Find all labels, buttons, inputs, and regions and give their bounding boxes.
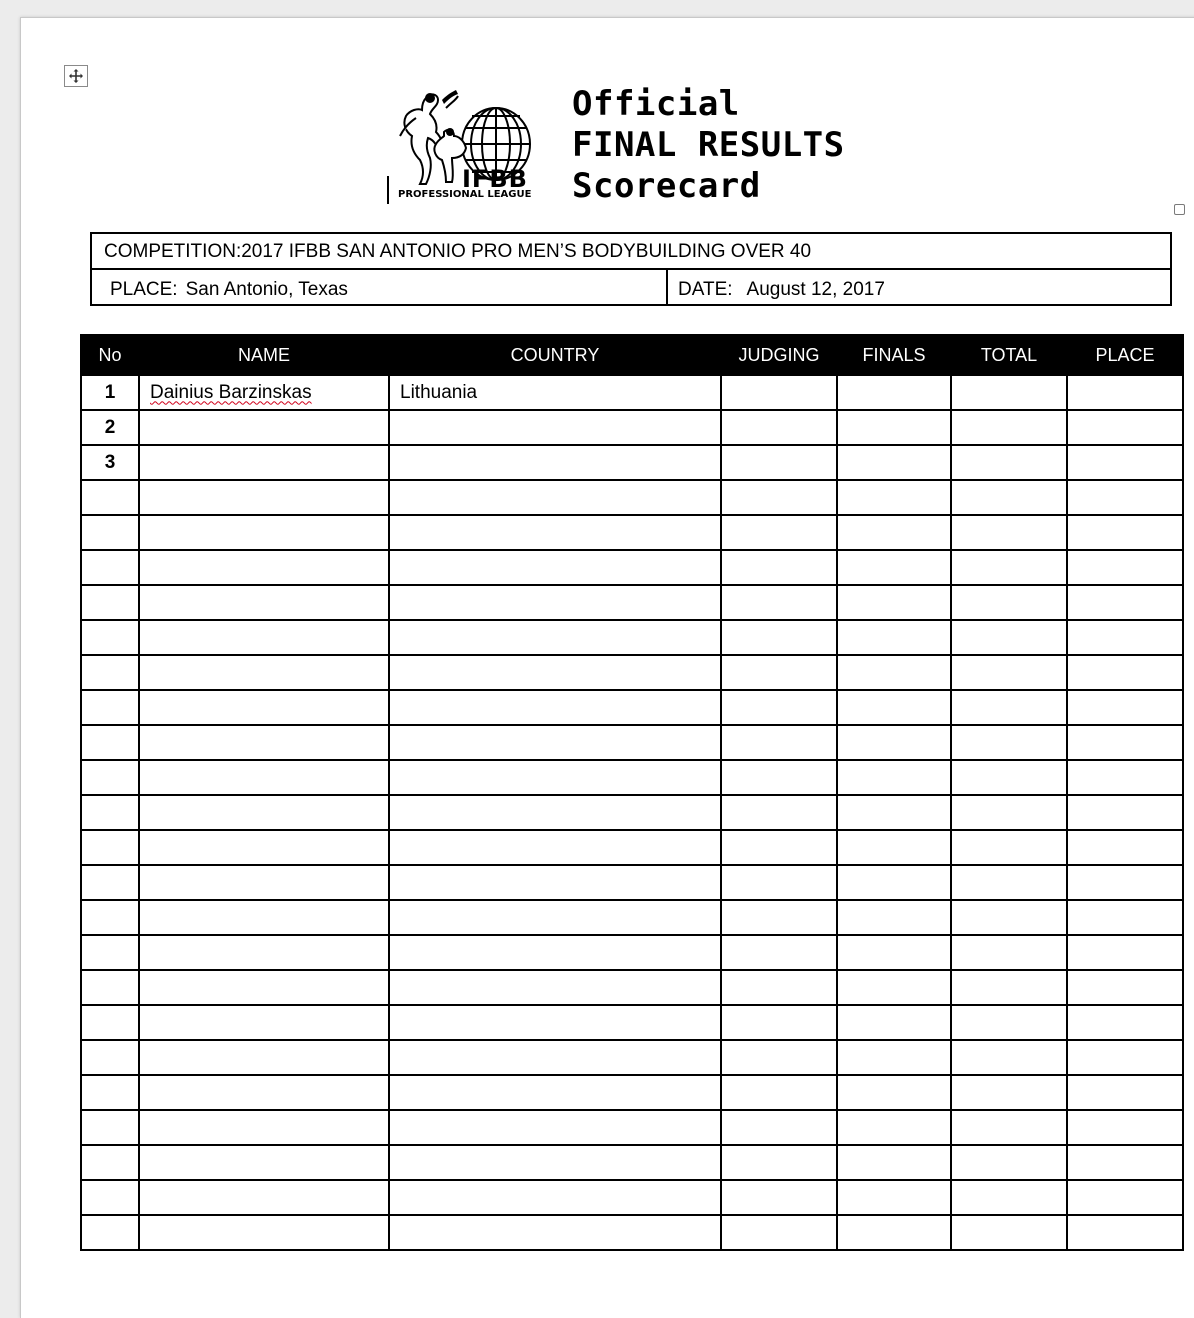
cell-country[interactable]: [389, 970, 721, 1005]
cell-finals[interactable]: [837, 970, 951, 1005]
table-resize-handle-icon[interactable]: [1174, 204, 1185, 215]
place-label: PLACE:: [110, 279, 178, 300]
cell-name[interactable]: [139, 900, 389, 935]
cell-judging[interactable]: [721, 585, 837, 620]
cell-country[interactable]: [389, 760, 721, 795]
cell-no[interactable]: [81, 970, 139, 1005]
cell-place[interactable]: [1067, 1145, 1183, 1180]
cell-name[interactable]: [139, 445, 389, 480]
cell-judging[interactable]: [721, 760, 837, 795]
competition-label: COMPETITION:: [104, 241, 242, 262]
cell-finals[interactable]: [837, 585, 951, 620]
cell-total[interactable]: [951, 830, 1067, 865]
cell-country-text: Lithuania: [400, 381, 478, 403]
cell-total[interactable]: [951, 1040, 1067, 1075]
cell-finals[interactable]: [837, 1215, 951, 1250]
cell-finals[interactable]: [837, 1005, 951, 1040]
competition-row: [92, 234, 1170, 270]
logo-ifbb-text: IFBB: [462, 165, 528, 193]
place-field: [110, 279, 348, 301]
cell-judging[interactable]: [721, 375, 837, 410]
cell-no[interactable]: [81, 585, 139, 620]
cell-finals[interactable]: [837, 550, 951, 585]
title-line-2: FINAL RESULTS: [572, 125, 845, 165]
cell-place[interactable]: [1067, 795, 1183, 830]
cell-judging[interactable]: [721, 1005, 837, 1040]
cell-name[interactable]: [139, 970, 389, 1005]
cell-country[interactable]: [389, 620, 721, 655]
cell-no[interactable]: [81, 760, 139, 795]
cell-finals[interactable]: [837, 1110, 951, 1145]
cell-no[interactable]: [81, 690, 139, 725]
table-row: [81, 515, 1183, 550]
cell-no-text: 1: [104, 381, 116, 403]
cell-finals[interactable]: [837, 410, 951, 445]
cell-finals[interactable]: [837, 1145, 951, 1180]
cell-place[interactable]: [1067, 900, 1183, 935]
cell-finals[interactable]: [837, 830, 951, 865]
cell-country[interactable]: [389, 1040, 721, 1075]
cell-judging[interactable]: [721, 970, 837, 1005]
table-row: [81, 1005, 1183, 1040]
table-row: [81, 690, 1183, 725]
table-header-row: [81, 335, 1183, 375]
cell-finals[interactable]: [837, 375, 951, 410]
results-table: [80, 334, 1184, 1251]
cell-name[interactable]: [139, 585, 389, 620]
table-row: [81, 550, 1183, 585]
cell-name[interactable]: [139, 830, 389, 865]
cell-no[interactable]: [81, 725, 139, 760]
cell-total[interactable]: [951, 445, 1067, 480]
cell-no[interactable]: [81, 515, 139, 550]
cell-country[interactable]: [389, 1075, 721, 1110]
cell-country[interactable]: [389, 795, 721, 830]
cell-judging[interactable]: [721, 830, 837, 865]
cell-finals[interactable]: [837, 795, 951, 830]
cell-total[interactable]: [951, 1215, 1067, 1250]
cell-name[interactable]: [139, 550, 389, 585]
cell-place[interactable]: [1067, 725, 1183, 760]
cell-place[interactable]: [1067, 585, 1183, 620]
col-header-country: COUNTRY: [389, 335, 721, 375]
cell-no[interactable]: [81, 1215, 139, 1250]
table-row: [81, 480, 1183, 515]
col-header-no: No: [81, 335, 139, 375]
cell-name[interactable]: [139, 410, 389, 445]
date-field: [678, 279, 885, 301]
cell-country[interactable]: [389, 865, 721, 900]
cell-no[interactable]: [81, 1110, 139, 1145]
cell-name[interactable]: [139, 935, 389, 970]
table-row: [81, 1110, 1183, 1145]
cell-place[interactable]: [1067, 970, 1183, 1005]
cell-name[interactable]: [139, 760, 389, 795]
cell-name[interactable]: [139, 690, 389, 725]
cell-country[interactable]: [389, 410, 721, 445]
cell-judging[interactable]: [721, 900, 837, 935]
table-row: [81, 760, 1183, 795]
table-row: [81, 410, 1183, 445]
cell-total[interactable]: [951, 865, 1067, 900]
col-header-total: TOTAL: [951, 335, 1067, 375]
cell-total[interactable]: [951, 375, 1067, 410]
cell-total[interactable]: [951, 760, 1067, 795]
cell-total[interactable]: [951, 550, 1067, 585]
cell-place[interactable]: [1067, 1005, 1183, 1040]
table-row: [81, 1145, 1183, 1180]
cell-place[interactable]: [1067, 655, 1183, 690]
cell-no[interactable]: [81, 550, 139, 585]
logo-league-text: PROFESSIONAL LEAGUE: [398, 189, 532, 200]
table-row: [81, 445, 1183, 480]
cell-place[interactable]: [1067, 1075, 1183, 1110]
cell-no[interactable]: [81, 865, 139, 900]
cell-finals[interactable]: [837, 1075, 951, 1110]
cell-judging[interactable]: [721, 795, 837, 830]
cell-total[interactable]: [951, 1180, 1067, 1215]
table-row: [81, 1040, 1183, 1075]
title-line-1: Official: [572, 84, 740, 124]
cell-no[interactable]: [81, 900, 139, 935]
cell-name[interactable]: [139, 1180, 389, 1215]
cell-country[interactable]: [389, 725, 721, 760]
cell-judging[interactable]: [721, 865, 837, 900]
cell-no[interactable]: [81, 1040, 139, 1075]
logo-divider: [387, 176, 389, 204]
cell-no-text: 2: [104, 416, 116, 438]
cell-name[interactable]: [139, 795, 389, 830]
cell-no[interactable]: [81, 1075, 139, 1110]
cell-finals[interactable]: [837, 515, 951, 550]
col-header-place: PLACE: [1067, 335, 1183, 375]
competition-info-box: [90, 232, 1172, 306]
cell-no[interactable]: [81, 1145, 139, 1180]
cell-total[interactable]: [951, 970, 1067, 1005]
cell-no[interactable]: [81, 1180, 139, 1215]
cell-country[interactable]: [389, 1110, 721, 1145]
cell-finals[interactable]: [837, 1040, 951, 1075]
cell-name-text: Dainius Barzinskas: [150, 381, 312, 403]
cell-country[interactable]: [389, 375, 721, 410]
cell-no-text: 3: [104, 451, 116, 473]
cell-no[interactable]: [81, 795, 139, 830]
cell-judging[interactable]: [721, 410, 837, 445]
cell-judging[interactable]: [721, 1075, 837, 1110]
place-value[interactable]: San Antonio, Texas: [185, 279, 348, 300]
results-body: [81, 375, 1183, 1250]
table-row: [81, 865, 1183, 900]
cell-total[interactable]: [951, 585, 1067, 620]
cell-no[interactable]: [81, 830, 139, 865]
info-divider: [666, 270, 668, 304]
table-row: [81, 1180, 1183, 1215]
table-row: [81, 935, 1183, 970]
cell-finals[interactable]: [837, 935, 951, 970]
cell-name[interactable]: [139, 655, 389, 690]
cell-country[interactable]: [389, 690, 721, 725]
cell-name[interactable]: [139, 1005, 389, 1040]
cell-total[interactable]: [951, 725, 1067, 760]
cell-name[interactable]: [139, 725, 389, 760]
cell-no[interactable]: [81, 935, 139, 970]
cell-total[interactable]: [951, 410, 1067, 445]
cell-place[interactable]: [1067, 760, 1183, 795]
date-label: DATE:: [678, 279, 733, 300]
table-row: [81, 1075, 1183, 1110]
cell-place[interactable]: [1067, 515, 1183, 550]
table-row: [81, 795, 1183, 830]
cell-place[interactable]: [1067, 410, 1183, 445]
cell-judging[interactable]: [721, 480, 837, 515]
cell-place[interactable]: [1067, 550, 1183, 585]
cell-finals[interactable]: [837, 690, 951, 725]
cell-country[interactable]: [389, 480, 721, 515]
cell-place[interactable]: [1067, 865, 1183, 900]
cell-judging[interactable]: [721, 550, 837, 585]
table-row: [81, 970, 1183, 1005]
cell-judging[interactable]: [721, 515, 837, 550]
cell-no[interactable]: [81, 375, 139, 410]
date-value[interactable]: August 12, 2017: [746, 279, 885, 300]
cell-total[interactable]: [951, 655, 1067, 690]
cell-finals[interactable]: [837, 620, 951, 655]
cell-place[interactable]: [1067, 375, 1183, 410]
cell-name[interactable]: [139, 865, 389, 900]
cell-judging[interactable]: [721, 1180, 837, 1215]
cell-place[interactable]: [1067, 445, 1183, 480]
cell-no[interactable]: [81, 1005, 139, 1040]
col-header-name: NAME: [139, 335, 389, 375]
cell-country[interactable]: [389, 585, 721, 620]
cell-name[interactable]: [139, 375, 389, 410]
cell-country[interactable]: [389, 1005, 721, 1040]
cell-judging[interactable]: [721, 620, 837, 655]
cell-name[interactable]: [139, 480, 389, 515]
cell-finals[interactable]: [837, 445, 951, 480]
cell-finals[interactable]: [837, 760, 951, 795]
cell-place[interactable]: [1067, 830, 1183, 865]
cell-place[interactable]: [1067, 480, 1183, 515]
cell-judging[interactable]: [721, 935, 837, 970]
cell-country[interactable]: [389, 1180, 721, 1215]
cell-country[interactable]: [389, 830, 721, 865]
cell-name[interactable]: [139, 1215, 389, 1250]
cell-judging[interactable]: [721, 1145, 837, 1180]
cell-name[interactable]: [139, 1040, 389, 1075]
cell-total[interactable]: [951, 1110, 1067, 1145]
cell-total[interactable]: [951, 900, 1067, 935]
cell-finals[interactable]: [837, 725, 951, 760]
table-row: [81, 655, 1183, 690]
cell-country[interactable]: [389, 1215, 721, 1250]
cell-no[interactable]: [81, 445, 139, 480]
table-row: [81, 900, 1183, 935]
cell-judging[interactable]: [721, 1040, 837, 1075]
table-row: [81, 725, 1183, 760]
cell-total[interactable]: [951, 690, 1067, 725]
cell-total[interactable]: [951, 515, 1067, 550]
cell-total[interactable]: [951, 1075, 1067, 1110]
table-move-handle-icon[interactable]: [64, 65, 88, 87]
cell-country[interactable]: [389, 935, 721, 970]
table-row: [81, 585, 1183, 620]
cell-judging[interactable]: [721, 1215, 837, 1250]
cell-total[interactable]: [951, 480, 1067, 515]
cell-finals[interactable]: [837, 865, 951, 900]
cell-country[interactable]: [389, 515, 721, 550]
cell-place[interactable]: [1067, 1215, 1183, 1250]
cell-name[interactable]: [139, 515, 389, 550]
cell-country[interactable]: [389, 1145, 721, 1180]
cell-name[interactable]: [139, 1110, 389, 1145]
cell-finals[interactable]: [837, 480, 951, 515]
cell-no[interactable]: [81, 480, 139, 515]
competition-value[interactable]: 2017 IFBB SAN ANTONIO PRO MEN’S BODYBUILDING OVER 40: [241, 241, 812, 262]
cell-no[interactable]: [81, 620, 139, 655]
cell-finals[interactable]: [837, 655, 951, 690]
cell-place[interactable]: [1067, 620, 1183, 655]
cell-finals[interactable]: [837, 1180, 951, 1215]
cell-name[interactable]: [139, 1075, 389, 1110]
cell-judging[interactable]: [721, 725, 837, 760]
cell-country[interactable]: [389, 900, 721, 935]
cell-total[interactable]: [951, 1145, 1067, 1180]
cell-country[interactable]: [389, 445, 721, 480]
cell-total[interactable]: [951, 935, 1067, 970]
cell-place[interactable]: [1067, 690, 1183, 725]
title-line-3: Scorecard: [572, 166, 761, 206]
cell-place[interactable]: [1067, 1180, 1183, 1215]
cell-place[interactable]: [1067, 935, 1183, 970]
col-header-judging: JUDGING: [721, 335, 837, 375]
cell-total[interactable]: [951, 620, 1067, 655]
cell-judging[interactable]: [721, 1110, 837, 1145]
table-row: [81, 830, 1183, 865]
cell-total[interactable]: [951, 795, 1067, 830]
scorecard-title: [572, 84, 845, 207]
cell-judging[interactable]: [721, 445, 837, 480]
cell-no[interactable]: [81, 655, 139, 690]
cell-country[interactable]: [389, 550, 721, 585]
table-row: [81, 620, 1183, 655]
cell-judging[interactable]: [721, 690, 837, 725]
cell-place[interactable]: [1067, 1040, 1183, 1075]
table-row: [81, 375, 1183, 410]
cell-name[interactable]: [139, 620, 389, 655]
cell-judging[interactable]: [721, 655, 837, 690]
col-header-finals: FINALS: [837, 335, 951, 375]
cell-no[interactable]: [81, 410, 139, 445]
cell-total[interactable]: [951, 1005, 1067, 1040]
table-row: [81, 1215, 1183, 1250]
cell-name[interactable]: [139, 1145, 389, 1180]
cell-finals[interactable]: [837, 900, 951, 935]
cell-country[interactable]: [389, 655, 721, 690]
cell-place[interactable]: [1067, 1110, 1183, 1145]
